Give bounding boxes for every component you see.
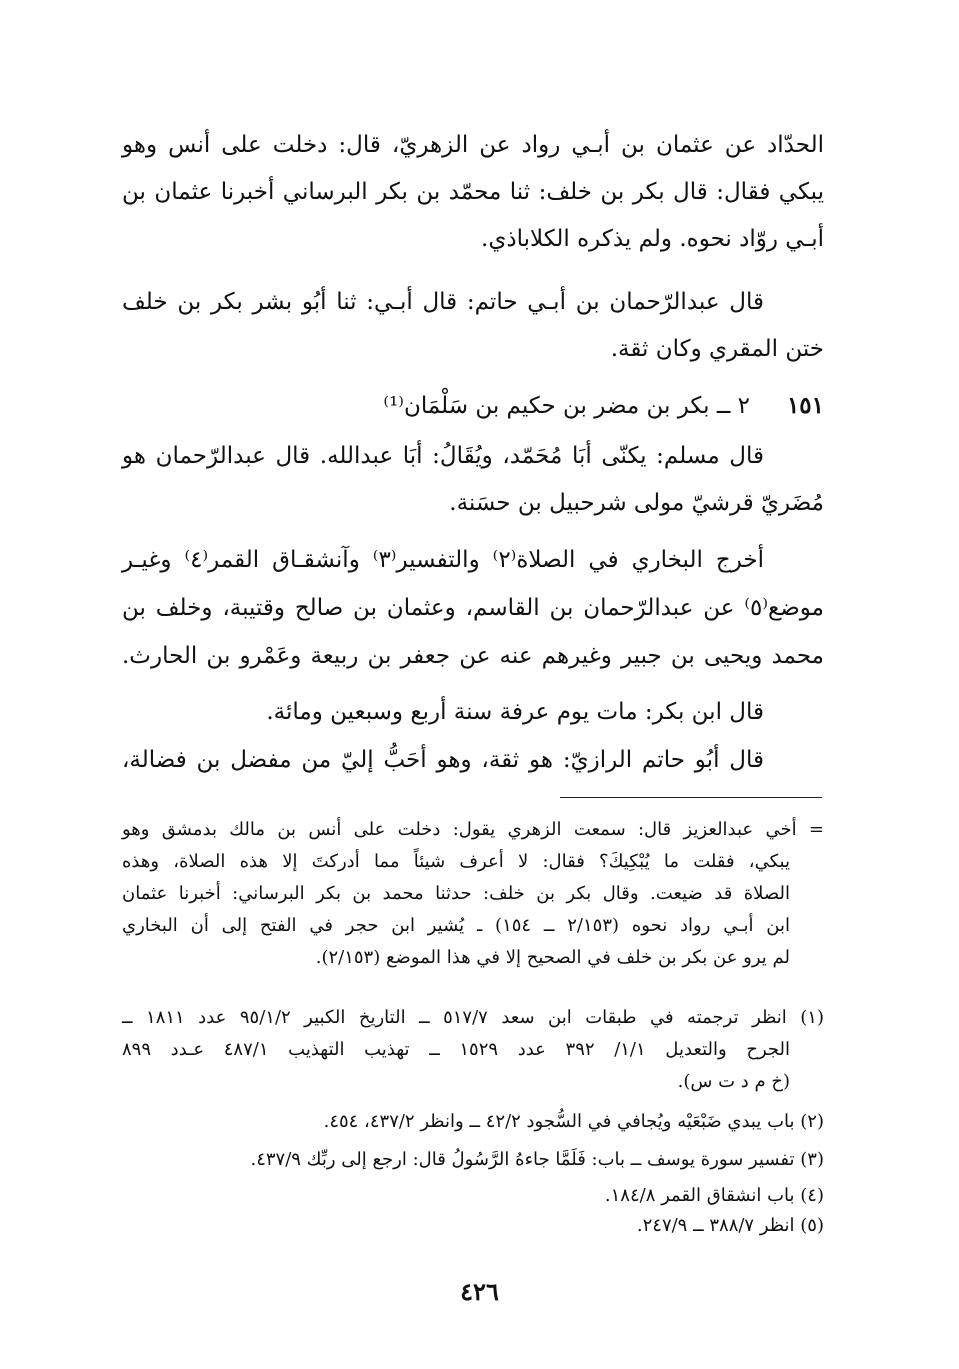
main-line-10: موضع⁽٥⁾ عن عبدالرّحمان بن القاسم، وعثمان بن صالح وقتيبة، وخلف بن bbox=[122, 595, 824, 621]
footnote-line bbox=[0, 1034, 959, 1066]
footnote-line bbox=[0, 1002, 959, 1034]
main-line-13: قال أبُو حاتم الرازيّ: هو ثقة، وهو أحَبُّ إليّ من مفضل بن فضالة، bbox=[122, 747, 764, 773]
footnote-line bbox=[0, 1210, 959, 1242]
main-line-8: مُضَريّ قرشيّ مولى شرحبيل بن حسَنة. bbox=[449, 490, 824, 516]
footnote-divider bbox=[560, 797, 822, 798]
main-line-3: أبـي روّاد نحوه. ولم يذكره الكلاباذي. bbox=[481, 226, 824, 252]
footnote-1-line-1: (١) انظر ترجمته في طبقات ابن سعد ٥١٧/٧ ــ التاريخ الكبير ٩٥/١/٢ عدد ١٨١١ ــ bbox=[122, 1007, 824, 1028]
footnote-cont-1: = أخي عبدالعزيز قال: سمعت الزهري يقول: دخلت على أنس بن مالك بدمشق وهو bbox=[122, 819, 824, 840]
footnote-line bbox=[0, 942, 959, 974]
footnote-line bbox=[0, 814, 959, 846]
text-line bbox=[0, 740, 959, 780]
entry-heading bbox=[0, 386, 959, 426]
text-line bbox=[0, 692, 959, 732]
footnote-cont-3: الصلاة قد ضيعت. وقال بكر بن خلف: حدثنا محمد بن بكر البرساني: أخبرنا عثمان bbox=[122, 883, 790, 904]
text-line bbox=[0, 540, 959, 580]
footnote-line bbox=[0, 1180, 959, 1212]
main-line-12: قال ابن بكر: مات يوم عرفة سنة أربع وسبعين ومائة. bbox=[266, 699, 764, 725]
page-number: ٤٢٦ bbox=[460, 1277, 499, 1306]
footnote-4: (٤) باب انشقاق القمر ١٨٤/٨. bbox=[604, 1185, 824, 1206]
footnote-cont-4: ابن أبـي رواد نحوه (٢/١٥٣ ــ ١٥٤) ـ يُشير ابن حجر في الفتح إلى أن البخاري bbox=[122, 915, 791, 936]
text-line bbox=[0, 172, 959, 212]
main-line-2: يبكي فقال: قال بكر بن خلف: ثنا محمّد بن بكر البرساني أخبرنا عثمان بن bbox=[122, 179, 824, 205]
main-line-7: قال مسلم: يكنّى أبَا مُحَمّد، ويُقَالُ: أبَا عبدالله. قال عبدالرّحمان هو bbox=[122, 443, 764, 469]
text-line bbox=[0, 588, 959, 628]
main-line-11: محمد ويحيى بن جبير وغيرهم عنه عن جعفر بن ربيعة وعَمْرو بن الحارث. bbox=[122, 643, 824, 669]
footnote-line bbox=[0, 1066, 959, 1098]
text-line bbox=[0, 329, 959, 369]
text-line bbox=[0, 436, 959, 476]
footnote-line bbox=[0, 1144, 959, 1176]
text-line bbox=[0, 282, 959, 322]
footnote-cont-2: يبكي، فقلت ما يُبْكِيكَ؟ فقال: لا أعرف شيئاً مما أدركتَ إلا هذه الصلاة، وهذه bbox=[122, 851, 790, 872]
footnote-1-line-3: (خ م د ت س). bbox=[677, 1071, 790, 1092]
main-line-9: أخرج البخاري في الصلاة⁽٢⁾ والتفسير⁽٣⁾ وآنشقـاق القمر⁽٤⁾ وغيـر bbox=[122, 547, 764, 573]
footnote-2: (٢) باب يبدي ضَبْعَيْه ويُجافي في السُّجود ٤٢/٢ ــ وانظر ٤٣٧/٢، ٤٥٤. bbox=[323, 1111, 824, 1132]
footnote-line bbox=[0, 878, 959, 910]
footnote-line bbox=[0, 846, 959, 878]
footnote-line bbox=[0, 910, 959, 942]
footnote-1-line-2: الجرح والتعديل ١/١/ ٣٩٢ عدد ١٥٢٩ ــ تهذيب التهذيب ٤٨٧/١ عـدد ٨٩٩ bbox=[122, 1039, 790, 1060]
footnote-cont-5: لم يرو عن بكر بن خلف في الصحيح إلا في هذا الموضع (٢/١٥٣). bbox=[315, 947, 790, 968]
footnote-5: (٥) انظر ٣٨٨/٧ ــ ٢٤٧/٩. bbox=[636, 1215, 824, 1236]
entry-number: ١٥١ bbox=[786, 392, 824, 419]
entry-title: ٢ ــ بكر بن مضر بن حكيم بن سَلْمَان⁽¹⁾ bbox=[383, 393, 750, 419]
main-line-5: ختن المقري وكان ثقة. bbox=[610, 336, 824, 362]
footnote-3: (٣) تفسير سورة يوسف ــ باب: فَلَمَّا جاءهُ الرَّسُولُ قال: ارجع إلى ربِّك ٤٣٧/٩. bbox=[250, 1149, 824, 1170]
main-line-4: قال عبدالرّحمان بن أبـي حاتم: قال أبـي: ثنا أبُو بشر بكر بن خلف bbox=[122, 289, 764, 315]
text-line bbox=[0, 219, 959, 259]
text-line bbox=[0, 636, 959, 676]
main-line-1: الحدّاد عن عثمان بن أبـي رواد عن الزهريّ، قال: دخلت على أنس وهو bbox=[122, 132, 824, 158]
text-line bbox=[0, 125, 959, 165]
text-line bbox=[0, 483, 959, 523]
footnote-line bbox=[0, 1106, 959, 1138]
